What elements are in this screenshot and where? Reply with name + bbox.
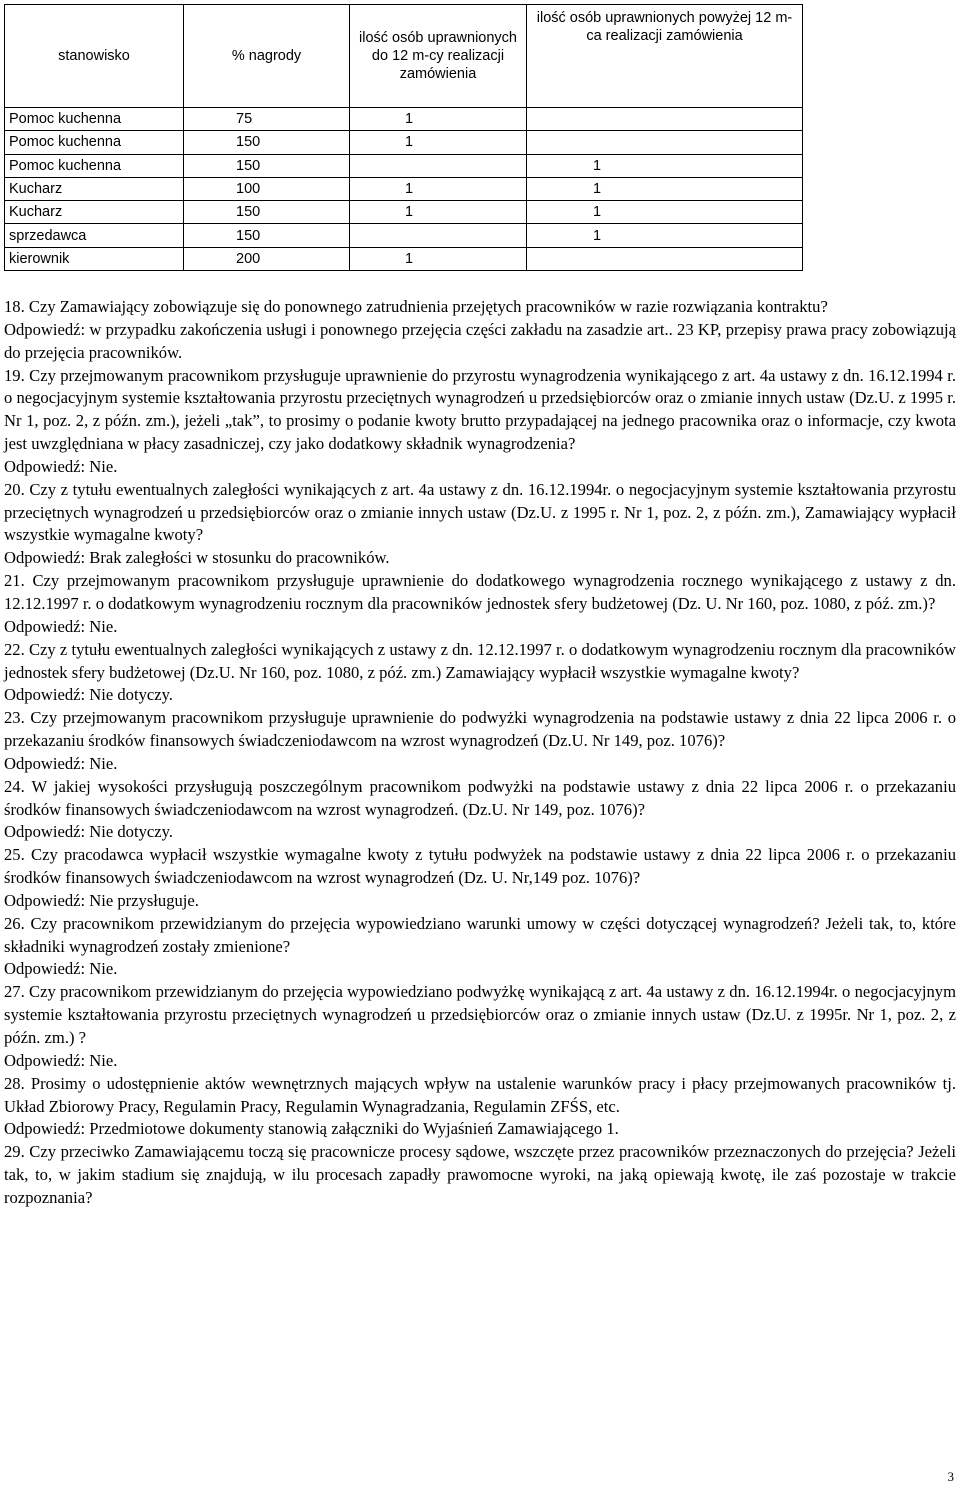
table-row: [5, 247, 803, 270]
answer-21: Odpowiedź: Nie.: [4, 616, 118, 636]
cell-nagroda: 150: [184, 154, 350, 177]
answer-19: Odpowiedź: Nie.: [4, 456, 118, 476]
cell-do-12: 1: [350, 247, 527, 270]
question-19: 19. Czy przejmowanym pracownikom przysługuje uprawnienie do przyrostu wynagrodzenia wynikającego z art. 4a ustawy z dn. 16.12.1994 r. o negocjacyjnym systemie kształtowania przyrostu przeciętnych wynagrodzeń u przedsiębiorców oraz o zmianie innych ustaw (Dz.U. z 1995 r. Nr 1, poz. 2, z późn. zm.), jeżeli „tak”, to prosimy o podanie kwoty brutto przypadającej na jednego pracownika oraz o informacje, czy kwota jest uwzględniana w płacy zasadniczej, czy jako dodatkowy składnik wynagrodzenia?: [4, 365, 956, 454]
cell-powyzej-12: [527, 108, 803, 131]
answer-20: Odpowiedź: Brak zaległości w stosunku do pracowników.: [4, 548, 390, 568]
question-21: 21. Czy przejmowanym pracownikom przysługuje uprawnienie do dodatkowego wynagrodzenia rocznego wynikającego z ustawy z dn. 12.12.1997 r. o dodatkowym wynagrodzeniu rocznym dla pracowników jednostek sfery budżetowej (Dz. U. Nr 160, poz. 1080, z póź. zm.)?: [4, 571, 956, 613]
question-27: 27. Czy pracownikom przewidzianym do przejęcia wypowiedziano podwyżkę wynikającą z art. 4a ustawy z dn. 16.12.1994r. o negocjacyjnym systemie kształtowania przyrostu przeciętnych wynagrodzeń u przedsiębiorców oraz o zmianie innych ustaw (Dz.U. z 1995r. Nr 1, poz. 2, z późn. zm.) ?: [4, 982, 956, 1047]
question-29: 29. Czy przeciwko Zamawiającemu toczą się pracownicze procesy sądowe, wszczęte przez pracowników przeznaczonych do przejęcia? Jeżeli tak, to, w jakim stadium się znajdują, w ilu procesach zapadły prawomocne wyroki, na jaką opiewają kwotę, ile zaś pozostaje w trakcie rozpoznania?: [4, 1142, 956, 1207]
table-header-row: [5, 5, 803, 108]
answer-25: Odpowiedź: Nie przysługuje.: [4, 890, 199, 910]
cell-stanowisko: Kucharz: [5, 201, 184, 224]
table-row: [5, 177, 803, 200]
answer-24: Odpowiedź: Nie dotyczy.: [4, 822, 173, 842]
table-row: [5, 154, 803, 177]
cell-nagroda: 75: [184, 108, 350, 131]
answer-26: Odpowiedź: Nie.: [4, 959, 118, 979]
cell-nagroda: 150: [184, 224, 350, 247]
table-row: [5, 131, 803, 154]
document-body: [4, 296, 956, 1210]
header-do-12: ilość osób uprawnionych do 12 m-cy realizacji zamówienia: [350, 5, 527, 108]
cell-do-12: [350, 154, 527, 177]
cell-powyzej-12: 1: [527, 224, 803, 247]
table-row: [5, 108, 803, 131]
cell-stanowisko: Pomoc kuchenna: [5, 154, 184, 177]
cell-stanowisko: Kucharz: [5, 177, 184, 200]
answer-18: Odpowiedź: w przypadku zakończenia usługi i ponownego przejęcia części zakładu na zasadzie art.. 23 KP, przepisy prawa pracy zobowiązują do przejęcia pracowników.: [4, 319, 956, 362]
cell-powyzej-12: 1: [527, 201, 803, 224]
answer-23: Odpowiedź: Nie.: [4, 753, 118, 773]
cell-do-12: 1: [350, 177, 527, 200]
question-25: 25. Czy pracodawca wypłacił wszystkie wymagalne kwoty z tytułu podwyżek na podstawie ustawy z dnia 22 lipca 2006 r. o przekazaniu środków finansowych świadczeniodawcom na wzrost wynagrodzeń (Dz. U. Nr,149 poz. 1076)?: [4, 845, 956, 888]
header-stanowisko: stanowisko: [5, 5, 184, 108]
question-28: 28. Prosimy o udostępnienie aktów wewnętrznych mających wpływ na ustalenie warunków pracy i płacy przejmowanych pracowników tj. Układ Zbiorowy Pracy, Regulamin Pracy, Regulamin Wynagradzania, Regulamin ZFŚS, etc.: [4, 1073, 956, 1116]
cell-stanowisko: Pomoc kuchenna: [5, 108, 184, 131]
cell-powyzej-12: 1: [527, 177, 803, 200]
cell-powyzej-12: 1: [527, 154, 803, 177]
table-row: [5, 201, 803, 224]
question-20: 20. Czy z tytułu ewentualnych zaległości wynikających z art. 4a ustawy z dn. 16.12.1994r. o negocjacyjnym systemie kształtowania przyrostu przeciętnych wynagrodzeń u przedsiębiorców oraz o zmianie innych ustaw (Dz.U. z 1995 r. Nr 1, poz. 2, z późn. zm.), Zamawiający wypłacił wszystkie wymagalne kwoty?: [4, 479, 956, 545]
header-powyzej-12: ilość osób uprawnionych powyżej 12 m-ca realizacji zamówienia: [527, 5, 803, 108]
staff-table: [4, 4, 803, 271]
cell-do-12: [350, 224, 527, 247]
header-nagroda: % nagrody: [184, 5, 350, 108]
question-24: 24. W jakiej wysokości przysługują poszczególnym pracownikom podwyżki na podstawie ustawy z dnia 22 lipca 2006 r. o przekazaniu środków finansowych świadczeniodawcom na wzrost wynagrodzeń. (Dz.U. Nr 149, poz. 1076)?: [4, 776, 956, 819]
question-26: 26. Czy pracownikom przewidzianym do przejęcia wypowiedziano warunki umowy w części dotyczącej wynagrodzeń? Jeżeli tak, to, które składniki wynagrodzeń zostały zmienione?: [4, 913, 956, 956]
question-18: 18. Czy Zamawiający zobowiązuje się do ponownego zatrudnienia przejętych pracowników w razie rozwiązania kontraktu?: [4, 297, 828, 316]
cell-stanowisko: Pomoc kuchenna: [5, 131, 184, 154]
page-number: 3: [947, 1469, 954, 1484]
cell-nagroda: 150: [184, 131, 350, 154]
cell-do-12: 1: [350, 108, 527, 131]
question-22: 22. Czy z tytułu ewentualnych zaległości wynikających z ustawy z dn. 12.12.1997 r. o dodatkowym wynagrodzeniu rocznym dla pracowników jednostek sfery budżetowej (Dz.U. Nr 160, poz. 1080, z póź. zm.) Zamawiający wypłacił wszystkie wymagalne kwoty?: [4, 639, 956, 682]
cell-nagroda: 150: [184, 201, 350, 224]
cell-nagroda: 200: [184, 247, 350, 270]
cell-stanowisko: kierownik: [5, 247, 184, 270]
cell-do-12: 1: [350, 131, 527, 154]
answer-22: Odpowiedź: Nie dotyczy.: [4, 685, 173, 705]
answer-28: Odpowiedź: Przedmiotowe dokumenty stanowią załączniki do Wyjaśnień Zamawiającego 1.: [4, 1119, 619, 1139]
table-row: [5, 224, 803, 247]
cell-powyzej-12: [527, 131, 803, 154]
cell-powyzej-12: [527, 247, 803, 270]
cell-stanowisko: sprzedawca: [5, 224, 184, 247]
answer-27: Odpowiedź: Nie.: [4, 1050, 118, 1070]
cell-do-12: 1: [350, 201, 527, 224]
question-23: 23. Czy przejmowanym pracownikom przysługuje uprawnienie do podwyżki wynagrodzenia na podstawie ustawy z dnia 22 lipca 2006 r. o przekazaniu środków finansowych świadczeniodawcom na wzrost wynagrodzeń (Dz.U. Nr 149, poz. 1076)?: [4, 708, 956, 751]
cell-nagroda: 100: [184, 177, 350, 200]
